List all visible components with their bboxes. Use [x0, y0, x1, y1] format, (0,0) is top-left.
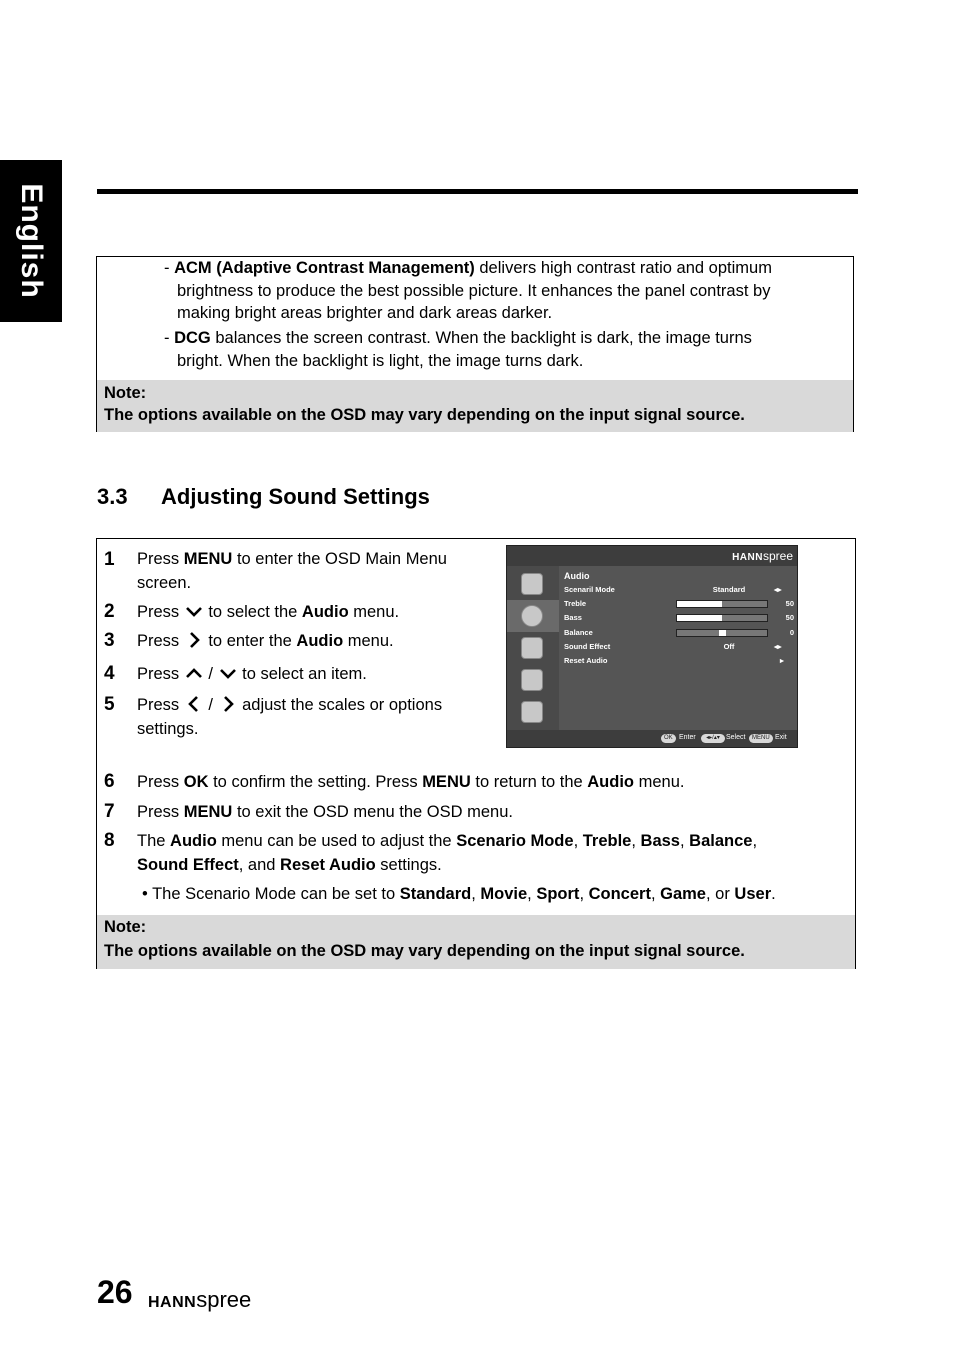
scenario-mode-bullet: • The Scenario Mode can be set to Standard, Movie, Sport, Concert, Game, or User.: [142, 885, 776, 903]
step-number: 7: [104, 801, 115, 822]
step-number: 4: [104, 663, 115, 684]
section-number: 3.3: [97, 484, 128, 509]
brand-logo: HANNspree: [148, 1287, 252, 1312]
audio-menu-icon: [507, 600, 559, 632]
osd-footer: [507, 730, 797, 747]
left-right-arrows-icon: ◂▸: [774, 642, 782, 651]
arrow-keys-icon: ◂▸/▴▾: [701, 734, 725, 743]
top-rule: [97, 189, 858, 194]
osd-row-bass: Bass 50: [564, 613, 794, 622]
chevron-right-icon: [218, 694, 238, 714]
step-2-text: Press to select the Audio menu.: [137, 603, 400, 621]
step-5-text: Press / adjust the scales or options settings.: [137, 696, 443, 738]
left-right-arrows-icon: ◂▸: [774, 585, 782, 594]
picture-menu-icon: [507, 568, 559, 600]
lock-menu-icon: [507, 696, 559, 728]
osd-brand-logo: HANNspree: [732, 549, 793, 563]
acm-line-2: brightness to produce the best possible picture. It enhances the panel contrast by: [177, 282, 771, 300]
osd-row-treble: Treble 50: [564, 599, 794, 608]
chevron-left-icon: [184, 694, 204, 714]
step-number: 8: [104, 830, 115, 851]
acm-dcg-box: [96, 256, 854, 432]
note-block: [97, 380, 853, 432]
step-1-text: Press MENU to enter the OSD Main Menu screen.: [137, 550, 447, 592]
note-label: Note:: [104, 918, 147, 936]
acm-line-1: - ACM (Adaptive Contrast Management) delivers high contrast ratio and optimum: [164, 259, 772, 277]
chevron-right-icon: [184, 630, 204, 650]
osd-row-scenario-mode: Scenaril Mode Standard ◂▸: [564, 585, 782, 594]
chevron-down-icon: [184, 601, 204, 621]
exit-label: Exit: [775, 734, 787, 741]
menu-key-icon: MENU: [749, 734, 773, 743]
enter-label: Enter: [679, 734, 696, 741]
tv-menu-icon: [507, 632, 559, 664]
section-title: Adjusting Sound Settings: [161, 484, 430, 509]
step-number: 5: [104, 694, 115, 715]
osd-audio-screenshot: [506, 545, 798, 748]
step-3-text: Press to enter the Audio menu.: [137, 632, 394, 650]
step-number: 2: [104, 601, 115, 622]
osd-row-reset-audio: Reset Audio ▸: [564, 656, 784, 665]
chevron-down-icon: [218, 663, 238, 683]
dcg-line-1: - DCG balances the screen contrast. When the backlight is dark, the image turns: [164, 329, 752, 347]
osd-row-sound-effect: Sound Effect Off ◂▸: [564, 642, 782, 651]
note-text: The options available on the OSD may vary depending on the input signal source.: [104, 942, 745, 960]
step-number: 6: [104, 771, 115, 792]
language-tab: [0, 160, 62, 322]
step-8-text: The Audio menu can be used to adjust the Scenario Mode, Treble, Bass, Balance, Sound Effect, and Reset Audio settings.: [137, 832, 758, 874]
section-heading: [97, 484, 430, 510]
note-text: The options available on the OSD may vary depending on the input signal source.: [104, 406, 745, 424]
osd-row-balance: Balance 0: [564, 628, 794, 637]
step-number: 3: [104, 630, 115, 651]
osd-header: [507, 546, 797, 566]
step-6-text: Press OK to confirm the setting. Press MENU to return to the Audio menu.: [137, 773, 685, 791]
osd-sidebar: [507, 566, 559, 730]
step-7-text: Press MENU to exit the OSD menu the OSD menu.: [137, 803, 513, 821]
acm-line-3: making bright areas brighter and dark areas darker.: [177, 304, 553, 322]
note-block: [97, 915, 855, 969]
dcg-line-2: bright. When the backlight is light, the image turns dark.: [177, 352, 584, 370]
select-label: Select: [726, 734, 746, 741]
ok-key-icon: OK: [661, 734, 676, 743]
chevron-up-icon: [184, 663, 204, 683]
osd-menu-title: Audio: [564, 571, 590, 581]
step-number: 1: [104, 549, 115, 570]
step-4-text: Press / to select an item.: [137, 665, 367, 683]
sound-settings-box: [96, 538, 856, 969]
setup-menu-icon: [507, 664, 559, 696]
note-label: Note:: [104, 384, 147, 402]
right-arrow-icon: ▸: [780, 656, 784, 665]
language-label: English: [15, 183, 48, 299]
page-number: 26: [97, 1274, 133, 1310]
